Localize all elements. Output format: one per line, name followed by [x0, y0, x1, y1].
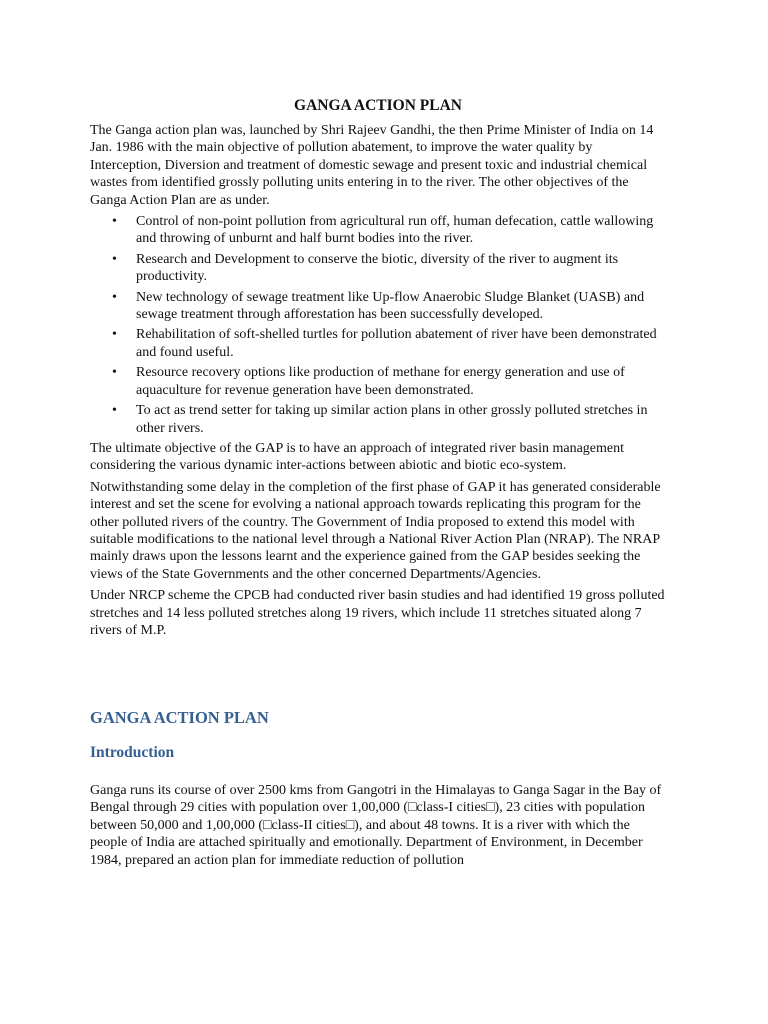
bullet-icon: • [112, 403, 117, 419]
objectives-list [90, 213, 666, 437]
document-title: GANGA ACTION PLAN [294, 97, 462, 114]
list-item-text: Resource recovery options like production of methane for energy generation and use of aquaculture for revenue generation have been demonstrated. [136, 365, 625, 398]
list-item-text: New technology of sewage treatment like Up-flow Anaerobic Sludge Blanket (UASB) and sewage treatment through afforestation has been successfully developed. [136, 289, 645, 323]
objective-paragraph: The ultimate objective of the GAP is to have an approach of integrated river basin management considering the various dynamic inter-actions between abiotic and biotic eco-system. [90, 440, 625, 474]
list-item-text: Rehabilitation of soft-shelled turtles for pollution abatement of river have been demonstrated and found useful. [136, 327, 657, 360]
list-item [90, 402, 666, 437]
bullet-icon: • [112, 365, 117, 381]
list-item-text: To act as trend setter for taking up similar action plans in other grossly polluted stretches in other rivers. [136, 403, 648, 436]
introduction-paragraph: Ganga runs its course of over 2500 kms from Gangotri in the Himalayas to Ganga Sagar in the Bay of Bengal through 29 cities with population over 1,00,000 (□class-I cities□), 23 cities with population between 50,000 and 1,00,000 (□class-II cities□), and about 48 towns. It is a river with which the people of India are attached spiritually and emotionally. Department of Environment, in December 1984, prepared an action plan for immediate reduction of pollution [90, 783, 662, 868]
nrcp-paragraph: Under NRCP scheme the CPCB had conducted river basin studies and had identified 19 gross polluted stretches and 14 less polluted stretches along 19 rivers, which include 11 stretches situated along 7 rivers of M.P. [90, 588, 665, 638]
list-item [90, 251, 666, 286]
document-body [90, 96, 666, 643]
section-subheading: Introduction [90, 744, 175, 761]
list-item [90, 213, 666, 248]
list-item [90, 364, 666, 399]
section-heading: GANGA ACTION PLAN [90, 708, 269, 727]
bullet-icon: • [112, 214, 117, 230]
introduction-section [90, 782, 670, 873]
list-item [90, 289, 666, 324]
bullet-icon: • [112, 251, 117, 267]
nrap-paragraph: Notwithstanding some delay in the completion of the first phase of GAP it has generated considerable interest and set the scene for evolving a national approach towards replicating this program for the other polluted rivers of the country. The Government of India proposed to extend this model with suitable modifications to the national level through a National River Action Plan (NRAP). The NRAP mainly draws upon the lessons learnt and the experience gained from the GAP besides seeking the views of the State Governments and the other concerned Departments/Agencies. [90, 479, 661, 582]
bullet-icon: • [112, 289, 117, 305]
list-item-text: Control of non-point pollution from agricultural run off, human defecation, cattle wallowing and throwing of unburnt and half burnt bodies into the river. [136, 214, 654, 247]
intro-paragraph: The Ganga action plan was, launched by Shri Rajeev Gandhi, the then Prime Minister of India on 14 Jan. 1986 with the main objective of pollution abatement, to improve the water quality by Interception, Diversion and treatment of domestic sewage and present toxic and industrial chemical wastes from identified grossly polluting units entering in to the river. The other objectives of the Ganga Action Plan are as under. [90, 123, 654, 208]
list-item-text: Research and Development to conserve the biotic, diversity of the river to augment its productivity. [136, 251, 619, 285]
list-item [90, 326, 666, 361]
bullet-icon: • [112, 327, 117, 343]
